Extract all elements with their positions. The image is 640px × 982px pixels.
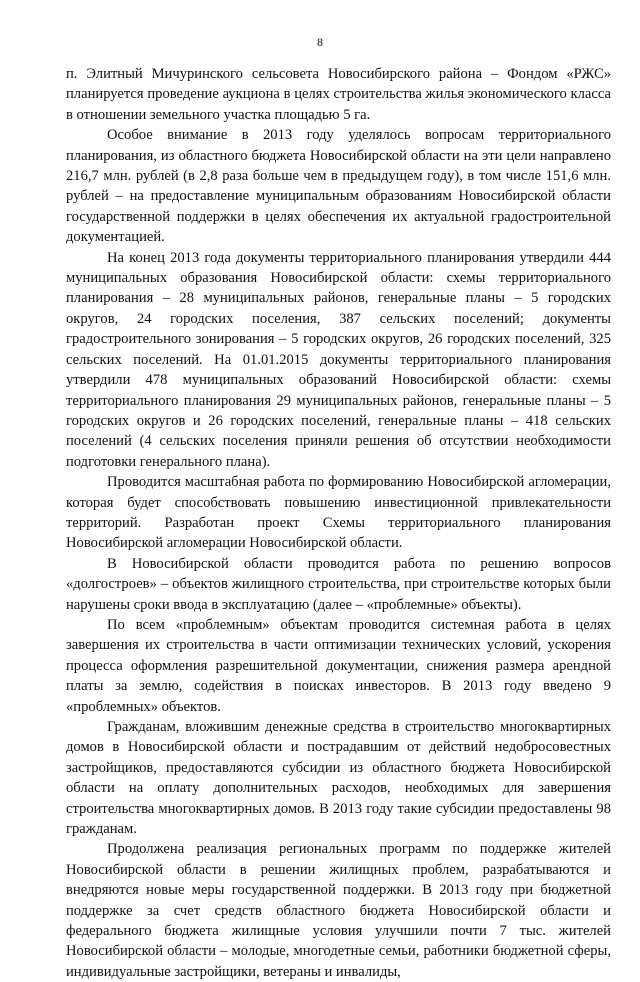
paragraph-long-term-construction: В Новосибирской области проводится работа по решению вопросов «долгостроев» – объектов жилищного строительства, при строительстве которых были нарушены сроки ввода в эксплуатацию (далее – «проблемные» объекты). [66, 555, 611, 613]
paragraph-territorial-planning: Особое внимание в 2013 году уделялось вопросам территориального планирования, из областного бюджета Новосибирской области на эти цели направлено 216,7 млн. рублей (в 2,8 раза больше чем в предыдущем году), в том числе 151,6 млн. рублей – на предоставление муниципальным образованиям Новосибирской области государственной поддержки в целях обеспечения их актуальной градостроительной документацией. [66, 127, 611, 246]
paragraph-continuation: п. Элитный Мичуринского сельсовета Новосибирского района – Фондом «РЖС» планируется проведение аукциона в целях строительства жилья экономического класса в отношении земельного участка площадью 5 га. [66, 66, 611, 123]
paragraph-problem-objects: По всем «проблемным» объектам проводится системная работа в целях завершения их строительства в части оптимизации технических условий, ускорения процесса оформления разрешительной документации, снижения размера арендной платы за землю, содействия в поисках инвесторов. В 2013 году введено 9 «проблемных» объектов. [66, 616, 611, 715]
body-text [66, 64, 611, 982]
paragraph-housing-programs: Продолжена реализация региональных программ по поддержке жителей Новосибирской области в решении жилищных проблем, разрабатываются и внедряются новые меры государственной поддержки. В 2013 году при бюджетной поддержке за счет средств областного бюджета Новосибирской области и федерального бюджета жилищные условия улучшили почти 7 тыс. жителей Новосибирской области – молодые, многодетные семьи, работники бюджетной сферы, индивидуальные застройщики, ветераны и инвалиды, [66, 841, 611, 980]
paragraph-planning-documents: На конец 2013 года документы территориального планирования утвердили 444 муниципальных образования Новосибирской области: схемы территориального планирования – 28 муниципальных районов, генеральные планы – 5 городских округов, 24 городских поселения, 387 сельских поселений; документы градостроительного зонирования – 5 городских округов, 26 городских поселений, 325 сельских поселений. На 01.01.2015 документы территориального планирования утвердили 478 муниципальных образований Новосибирской области: схемы территориального планирования 29 муниципальных районов, генеральные планы – 5 городских округов и 26 городских поселений, генеральные планы – 418 сельских поселений (4 сельских поселения приняли решения об отсутствии необходимости подготовки генерального плана). [66, 249, 611, 470]
paragraph-subsidies: Гражданам, вложившим денежные средства в строительство многоквартирных домов в Новосибирской области и пострадавшим от действий недобросовестных застройщиков, предоставляются субсидии из областного бюджета Новосибирской области на оплату дополнительных расходов, необходимых для завершения строительства многоквартирных домов. В 2013 году такие субсидии предоставлены 98 гражданам. [66, 719, 611, 838]
paragraph-agglomeration: Проводится масштабная работа по формированию Новосибирской агломерации, которая будет способствовать повышению инвестиционной привлекательности территорий. Разработан проект Схемы территориального планирования Новосибирской агломерации Новосибирской области. [66, 474, 611, 552]
page-number: 8 [317, 35, 323, 49]
